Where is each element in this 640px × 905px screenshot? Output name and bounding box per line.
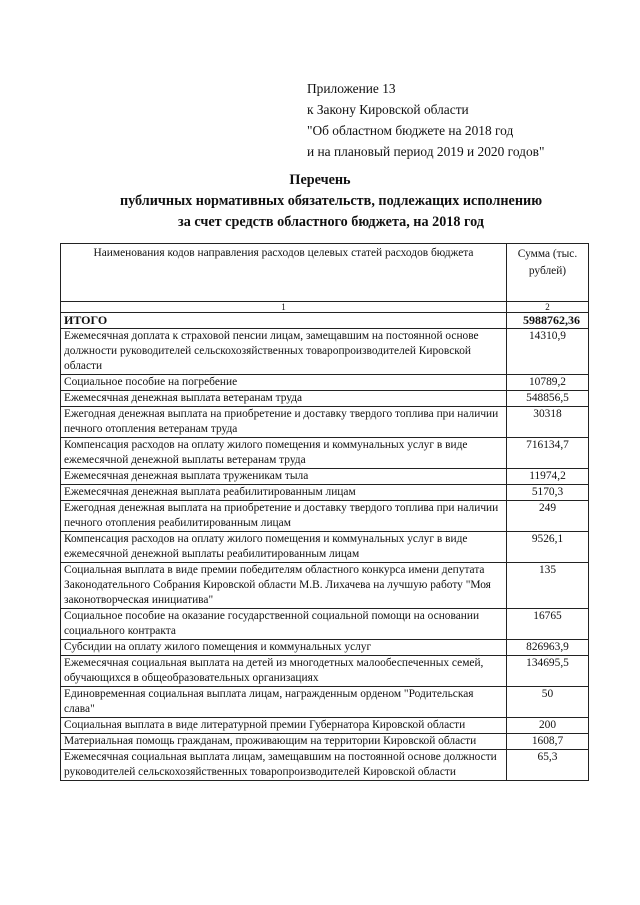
appendix-line: к Закону Кировской области xyxy=(307,102,469,117)
total-value: 5988762,36 xyxy=(507,313,589,329)
row-name: Социальная выплата в виде литературной премии Губернатора Кировской области xyxy=(61,718,507,734)
row-name: Социальное пособие на погребение xyxy=(61,375,507,391)
column-header-sum: Сумма (тыс. рублей) xyxy=(507,244,589,302)
row-name: Ежемесячная денежная выплата труженикам тыла xyxy=(61,469,507,485)
row-value: 200 xyxy=(507,718,589,734)
row-value: 548856,5 xyxy=(507,391,589,407)
row-value: 1608,7 xyxy=(507,734,589,750)
title-line-3: за счет средств областного бюджета, на 2018 год xyxy=(178,214,484,230)
table-row xyxy=(61,438,589,469)
title-line-2: публичных нормативных обязательств, подлежащих исполнению xyxy=(119,193,543,209)
row-value: 135 xyxy=(507,563,589,609)
row-name: Ежемесячная доплата к страховой пенсии лицам, замещавшим на постоянной основе должности руководителей сельскохозяйственных товаропроизводителей Кировской области xyxy=(61,329,507,375)
table-row xyxy=(61,501,589,532)
table-header-row xyxy=(61,244,589,302)
row-name: Ежемесячная социальная выплата лицам, замещавшим на постоянной основе должности руководителей сельскохозяйственных товаропроизводителей Кировской области xyxy=(61,750,507,781)
row-name: Субсидии на оплату жилого помещения и коммунальных услуг xyxy=(61,640,507,656)
table-row xyxy=(61,750,589,781)
table-row xyxy=(61,563,589,609)
row-value: 10789,2 xyxy=(507,375,589,391)
table-row xyxy=(61,734,589,750)
appendix-header xyxy=(307,78,544,162)
obligations-table xyxy=(60,243,589,781)
column-number-row xyxy=(61,302,589,313)
title-line-1: Перечень xyxy=(289,172,351,188)
row-value: 249 xyxy=(507,501,589,532)
column-number-2: 2 xyxy=(507,302,589,313)
row-name: Ежемесячная денежная выплата реабилитированным лицам xyxy=(61,485,507,501)
table-row xyxy=(61,656,589,687)
row-value: 134695,5 xyxy=(507,656,589,687)
column-header-name: Наименования кодов направления расходов целевых статей расходов бюджета xyxy=(61,244,507,302)
row-name: Социальное пособие на оказание государственной социальной помощи на основании социального контракта xyxy=(61,609,507,640)
row-name: Социальная выплата в виде премии победителям областного конкурса имени депутата Законодательного Собрания Кировской области М.В. Лихачева на лучшую работу "Моя законотворческая инициатива" xyxy=(61,563,507,609)
table-row xyxy=(61,329,589,375)
table-row xyxy=(61,532,589,563)
row-name: Ежегодная денежная выплата на приобретение и доставку твердого топлива при наличии печного отопления реабилитированным лицам xyxy=(61,501,507,532)
row-value: 716134,7 xyxy=(507,438,589,469)
row-value: 9526,1 xyxy=(507,532,589,563)
table-row xyxy=(61,391,589,407)
table-row xyxy=(61,407,589,438)
row-name: Компенсация расходов на оплату жилого помещения и коммунальных услуг в виде ежемесячной денежной выплаты реабилитированным лицам xyxy=(61,532,507,563)
table-row xyxy=(61,485,589,501)
table-row xyxy=(61,375,589,391)
appendix-line: и на плановый период 2019 и 2020 годов" xyxy=(307,144,545,159)
row-value: 826963,9 xyxy=(507,640,589,656)
total-label: ИТОГО xyxy=(61,313,507,329)
row-name: Единовременная социальная выплата лицам, награжденным орденом "Родительская слава" xyxy=(61,687,507,718)
column-number-1: 1 xyxy=(61,302,507,313)
row-value: 14310,9 xyxy=(507,329,589,375)
table-row xyxy=(61,609,589,640)
table-row xyxy=(61,687,589,718)
row-value: 11974,2 xyxy=(507,469,589,485)
appendix-line: "Об областном бюджете на 2018 год xyxy=(307,123,514,138)
row-value: 50 xyxy=(507,687,589,718)
row-value: 30318 xyxy=(507,407,589,438)
row-value: 5170,3 xyxy=(507,485,589,501)
row-name: Ежемесячная денежная выплата ветеранам труда xyxy=(61,391,507,407)
row-name: Ежемесячная социальная выплата на детей из многодетных малообеспеченных семей, обучающихся в общеобразовательных организациях xyxy=(61,656,507,687)
row-name: Материальная помощь гражданам, проживающим на территории Кировской области xyxy=(61,734,507,750)
document-title xyxy=(0,170,640,233)
table-row xyxy=(61,718,589,734)
row-value: 16765 xyxy=(507,609,589,640)
table-row xyxy=(61,469,589,485)
row-value: 65,3 xyxy=(507,750,589,781)
row-name: Ежегодная денежная выплата на приобретение и доставку твердого топлива при наличии печного отопления ветеранам труда xyxy=(61,407,507,438)
appendix-line: Приложение 13 xyxy=(307,81,396,96)
table-row xyxy=(61,640,589,656)
total-row xyxy=(61,313,589,329)
row-name: Компенсация расходов на оплату жилого помещения и коммунальных услуг в виде ежемесячной денежной выплаты ветеранам труда xyxy=(61,438,507,469)
